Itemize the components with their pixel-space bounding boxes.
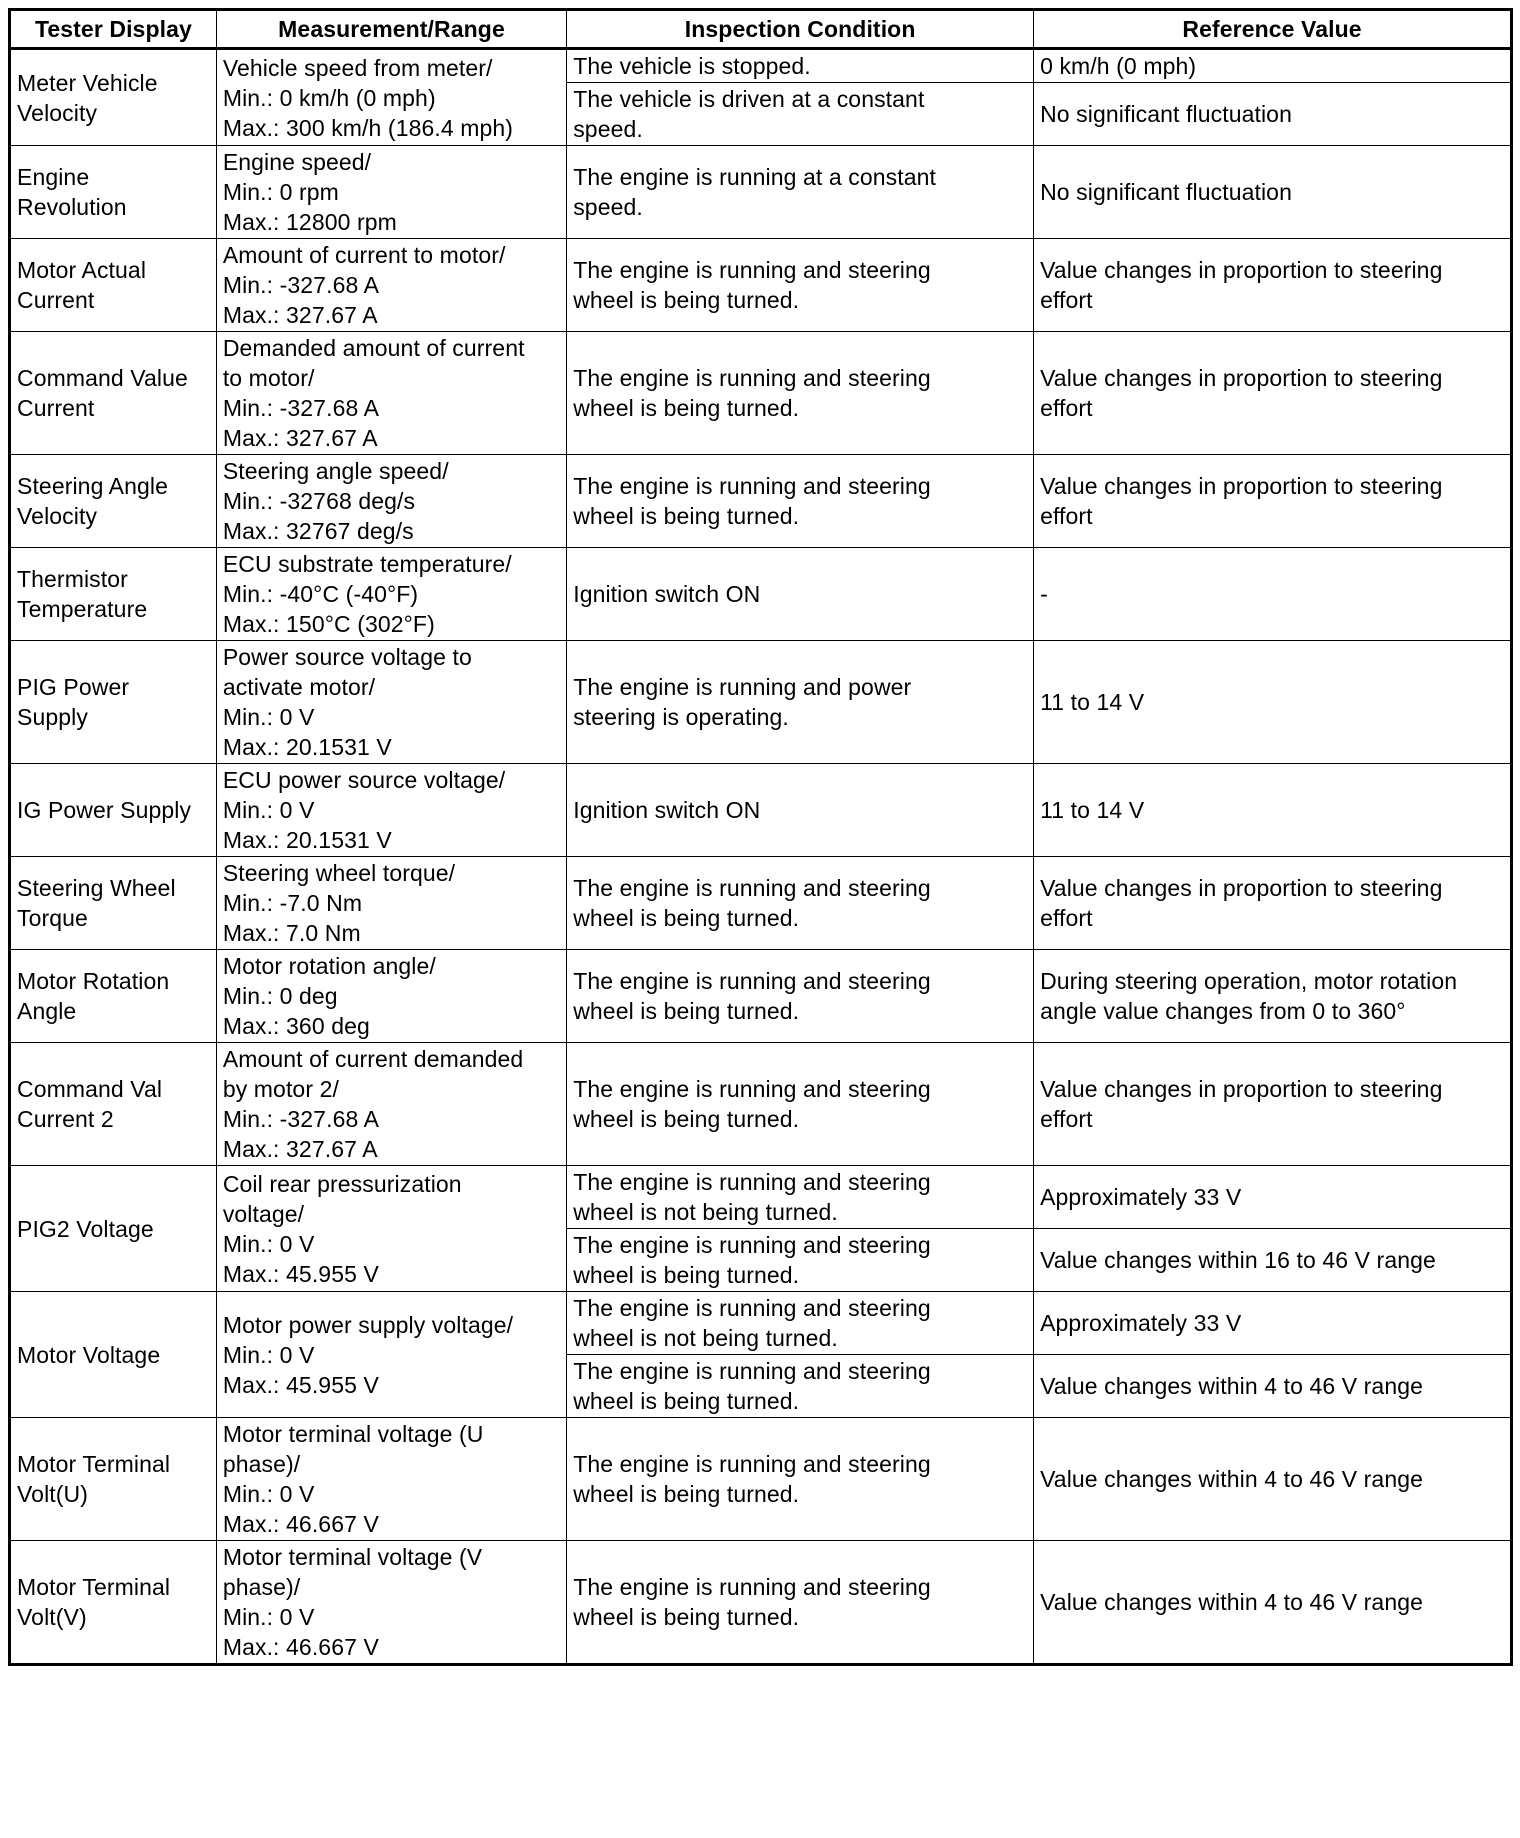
cell-measurement-range: Motor terminal voltage (U phase)/ Min.: 0 V Max.: 46.667 V	[216, 1418, 566, 1541]
table-row	[10, 548, 1512, 641]
table-row	[10, 49, 1512, 83]
cell-tester-display: Thermistor Temperature	[10, 548, 217, 641]
cell-inspection-condition: The engine is running and steering wheel is being turned.	[567, 332, 1034, 455]
cell-tester-display: IG Power Supply	[10, 764, 217, 857]
cell-measurement-range: Power source voltage to activate motor/ Min.: 0 V Max.: 20.1531 V	[216, 641, 566, 764]
table-row	[10, 1541, 1512, 1665]
table-row	[10, 146, 1512, 239]
cell-measurement-range: Demanded amount of current to motor/ Min.: -327.68 A Max.: 327.67 A	[216, 332, 566, 455]
cell-inspection-condition: The engine is running and steering wheel is being turned.	[567, 950, 1034, 1043]
table-row	[10, 857, 1512, 950]
table-row	[10, 1292, 1512, 1355]
cell-measurement-range: Steering wheel torque/ Min.: -7.0 Nm Max.: 7.0 Nm	[216, 857, 566, 950]
cell-tester-display: Engine Revolution	[10, 146, 217, 239]
cell-inspection-condition: The engine is running and steering wheel is not being turned.	[567, 1292, 1034, 1355]
cell-inspection-condition: The engine is running and steering wheel is being turned.	[567, 1418, 1034, 1541]
table-row	[10, 1418, 1512, 1541]
cell-inspection-condition: The vehicle is stopped.	[567, 49, 1034, 83]
header-inspection-condition: Inspection Condition	[567, 10, 1034, 49]
cell-tester-display: PIG2 Voltage	[10, 1166, 217, 1292]
cell-reference-value: Value changes within 4 to 46 V range	[1034, 1541, 1512, 1665]
cell-reference-value: Value changes in proportion to steering effort	[1034, 332, 1512, 455]
cell-inspection-condition: Ignition switch ON	[567, 764, 1034, 857]
table-row	[10, 239, 1512, 332]
cell-inspection-condition: The engine is running and steering wheel is being turned.	[567, 455, 1034, 548]
cell-inspection-condition: The engine is running and steering wheel is being turned.	[567, 857, 1034, 950]
header-measurement-range: Measurement/Range	[216, 10, 566, 49]
cell-reference-value: Value changes in proportion to steering effort	[1034, 455, 1512, 548]
header-tester-display: Tester Display	[10, 10, 217, 49]
cell-measurement-range: Motor power supply voltage/ Min.: 0 V Max.: 45.955 V	[216, 1292, 566, 1418]
cell-measurement-range: Engine speed/ Min.: 0 rpm Max.: 12800 rpm	[216, 146, 566, 239]
cell-measurement-range: Amount of current demanded by motor 2/ Min.: -327.68 A Max.: 327.67 A	[216, 1043, 566, 1166]
table-row	[10, 332, 1512, 455]
cell-reference-value: 0 km/h (0 mph)	[1034, 49, 1512, 83]
cell-inspection-condition: The vehicle is driven at a constant speed.	[567, 83, 1034, 146]
table-row	[10, 455, 1512, 548]
cell-inspection-condition: Ignition switch ON	[567, 548, 1034, 641]
cell-tester-display: Steering Angle Velocity	[10, 455, 217, 548]
cell-tester-display: Command Value Current	[10, 332, 217, 455]
header-row	[10, 10, 1512, 49]
tester-data-table	[8, 8, 1513, 1666]
cell-reference-value: 11 to 14 V	[1034, 641, 1512, 764]
cell-measurement-range: ECU substrate temperature/ Min.: -40°C (-40°F) Max.: 150°C (302°F)	[216, 548, 566, 641]
cell-tester-display: Motor Rotation Angle	[10, 950, 217, 1043]
cell-reference-value: No significant fluctuation	[1034, 83, 1512, 146]
cell-inspection-condition: The engine is running and steering wheel is not being turned.	[567, 1166, 1034, 1229]
header-reference-value: Reference Value	[1034, 10, 1512, 49]
cell-inspection-condition: The engine is running and steering wheel is being turned.	[567, 1541, 1034, 1665]
cell-tester-display: Command Val Current 2	[10, 1043, 217, 1166]
cell-reference-value: During steering operation, motor rotation angle value changes from 0 to 360°	[1034, 950, 1512, 1043]
cell-reference-value: No significant fluctuation	[1034, 146, 1512, 239]
cell-inspection-condition: The engine is running and steering wheel is being turned.	[567, 1043, 1034, 1166]
cell-tester-display: Motor Actual Current	[10, 239, 217, 332]
table-row	[10, 1043, 1512, 1166]
table-body	[10, 49, 1512, 1665]
cell-tester-display: Motor Terminal Volt(V)	[10, 1541, 217, 1665]
cell-measurement-range: Vehicle speed from meter/ Min.: 0 km/h (0 mph) Max.: 300 km/h (186.4 mph)	[216, 49, 566, 146]
cell-reference-value: Value changes in proportion to steering effort	[1034, 857, 1512, 950]
cell-tester-display: PIG Power Supply	[10, 641, 217, 764]
cell-reference-value: Value changes within 4 to 46 V range	[1034, 1355, 1512, 1418]
cell-measurement-range: Steering angle speed/ Min.: -32768 deg/s Max.: 32767 deg/s	[216, 455, 566, 548]
cell-tester-display: Steering Wheel Torque	[10, 857, 217, 950]
cell-reference-value: Value changes within 16 to 46 V range	[1034, 1229, 1512, 1292]
table-row	[10, 1166, 1512, 1229]
cell-inspection-condition: The engine is running at a constant speed.	[567, 146, 1034, 239]
cell-reference-value: Value changes in proportion to steering effort	[1034, 1043, 1512, 1166]
table-row	[10, 764, 1512, 857]
cell-reference-value: Approximately 33 V	[1034, 1166, 1512, 1229]
table-header	[10, 10, 1512, 49]
cell-measurement-range: Coil rear pressurization voltage/ Min.: 0 V Max.: 45.955 V	[216, 1166, 566, 1292]
cell-measurement-range: Motor rotation angle/ Min.: 0 deg Max.: 360 deg	[216, 950, 566, 1043]
cell-inspection-condition: The engine is running and power steering is operating.	[567, 641, 1034, 764]
cell-tester-display: Motor Voltage	[10, 1292, 217, 1418]
cell-reference-value: Approximately 33 V	[1034, 1292, 1512, 1355]
cell-measurement-range: Motor terminal voltage (V phase)/ Min.: 0 V Max.: 46.667 V	[216, 1541, 566, 1665]
cell-reference-value: 11 to 14 V	[1034, 764, 1512, 857]
cell-tester-display: Motor Terminal Volt(U)	[10, 1418, 217, 1541]
cell-tester-display: Meter Vehicle Velocity	[10, 49, 217, 146]
cell-reference-value: -	[1034, 548, 1512, 641]
table-row	[10, 641, 1512, 764]
cell-measurement-range: Amount of current to motor/ Min.: -327.68 A Max.: 327.67 A	[216, 239, 566, 332]
table-row	[10, 950, 1512, 1043]
cell-reference-value: Value changes in proportion to steering effort	[1034, 239, 1512, 332]
cell-inspection-condition: The engine is running and steering wheel is being turned.	[567, 1229, 1034, 1292]
cell-measurement-range: ECU power source voltage/ Min.: 0 V Max.: 20.1531 V	[216, 764, 566, 857]
cell-reference-value: Value changes within 4 to 46 V range	[1034, 1418, 1512, 1541]
cell-inspection-condition: The engine is running and steering wheel is being turned.	[567, 239, 1034, 332]
cell-inspection-condition: The engine is running and steering wheel is being turned.	[567, 1355, 1034, 1418]
